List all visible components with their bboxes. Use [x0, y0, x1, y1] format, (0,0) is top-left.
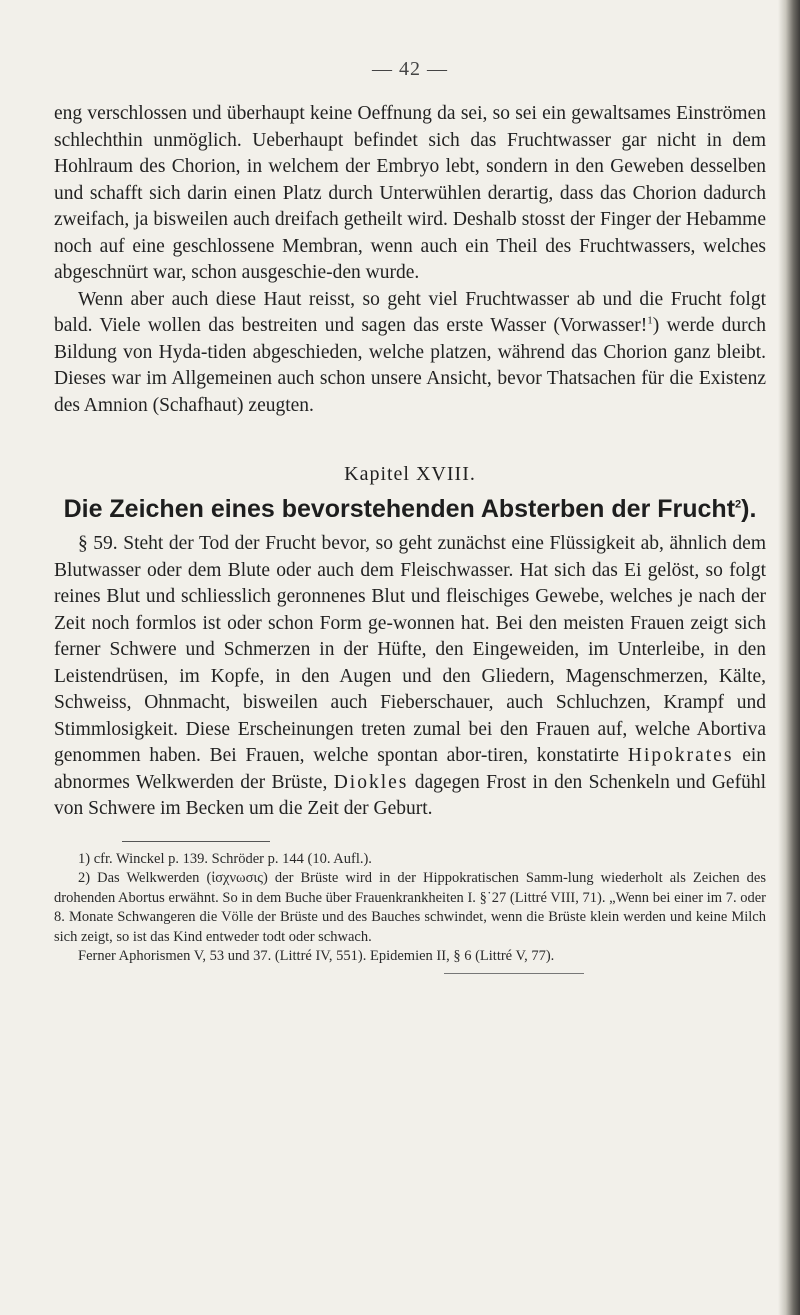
section-59-part3: dagegen Frost in den Schenkeln und Gefühl von Schwere im Becken um die Zeit der Geburt.: [54, 771, 767, 819]
chapter-label: Kapitel XVIII.: [344, 463, 476, 485]
footnotes: [54, 850, 766, 967]
footnote-2-continued: Ferner Aphorismen V, 53 und 37. (Littré IV, 551). Epidemien II, § 6 (Littré V, 77).: [78, 948, 555, 964]
book-page: [54, 58, 766, 974]
section-59: [54, 531, 766, 823]
paragraph-continuation: eng verschlossen und überhaupt keine Oeffnung da sei, so sei ein gewaltsames Einströmen schlechthin unmöglich. Ueberhaupt befindet sich das Fruchtwasser gar nicht in dem Hohlraum des Chorion, in welchem der Embryo lebt, sondern in den Geweben desselben und schafft sich darin einen Platz durch Unterwühlen derartig, dass das Chorion dadurch zweifach, ja bisweilen auch dreifach getheilt wird. Deshalb stosst der Finger der Hebamme noch auf eine geschlossene Membran, wenn auch ein Theil des Fruchtwassers, welches abgeschnürt war, schon ausgeschie-den wurde.: [54, 103, 766, 283]
bottom-rule: [444, 973, 584, 974]
chapter-title: [54, 494, 766, 525]
section-59-part2: ein abnormes Welkwerden der Brüste,: [54, 745, 767, 793]
paragraph-section-59: [54, 531, 766, 823]
author-diokles: Diokles: [333, 771, 409, 793]
paragraph-vorwasser-part2: ) werde durch Bildung von Hyda-tiden abgeschieden, welche platzen, während das Chorion ganz bleibt. Dieses war im Allgemeinen auch schon unsere Ansicht, bevor Thatsachen für die Existenz des Amnion (Schafhaut) zeugten.: [54, 315, 767, 416]
footnote-1: 1) cfr. Winckel p. 139. Schröder p. 144 (10. Aufl.).: [78, 850, 372, 867]
section-59-part1: § 59. Steht der Tod der Frucht bevor, so geht zunächst eine Flüssigkeit ab, ähnlich dem Blutwasser oder dem Blute oder auch dem Fleischwasser. Hat sich das Ei gelöst, so folgt reines Blut und schliesslich geronnenes Blut und fleischiges Gewebe, welches je nach der Zeit noch formlos ist oder schon Form ge-wonnen hat. Bei den meisten Frauen zeigt sich ferner Schwere und Schmerzen in der Hüfte, den Eingeweiden, im Unterleibe, in den Leistendrüsen, im Kopfe, in den Augen und den Gliedern, Magenschmerzen, Kälte, Schweiss, Ohnmacht, bisweilen auch Fieberschauer, auch Schluchzen, Krampf und Stimmlosigkeit. Diese Erscheinungen treten zumal bei den Frauen auf, welche Abortiva genommen haben. Bei Frauen, welche spontan abor-tiren, konstatirte: [54, 533, 766, 766]
chapter-title-end: ).: [741, 495, 757, 523]
author-hipokrates: Hipokrates: [627, 745, 734, 766]
footnote-2: 2) Das Welkwerden (ἰσχνωσις) der Brüste wird in der Hippokratischen Samm-lung wiederholt als Zeichen des drohenden Abortus erwähnt. So in dem Buche über Frauenkrankheiten I. §˙27 (Littré VIII, 71). „Wenn bei einer im 7. oder 8. Monate Schwangeren die Völle der Brüste und des Bauches schwindet, wenn die Brüste klein werden und keine Milch sich zeigt, so ist das Kind entweder todt oder schwach.: [54, 870, 766, 945]
chapter-title-text: Die Zeichen eines bevorstehenden Absterben der Frucht: [63, 495, 736, 523]
footnote-ref-2: 2: [735, 498, 742, 511]
page-number: — 42 —: [372, 58, 448, 80]
footnote-ref-1: 1: [647, 314, 653, 327]
footnote-divider: [122, 841, 270, 842]
body-text: [54, 101, 766, 419]
paragraph-vorwasser-part1: Wenn aber auch diese Haut reisst, so geht viel Fruchtwasser ab und die Frucht folgt bald. Viele wollen das bestreiten und sagen das erste Wasser (Vorwasser!: [54, 288, 766, 336]
paragraph-vorwasser: [54, 287, 766, 420]
book-page-edge-shadow: [778, 0, 800, 1315]
